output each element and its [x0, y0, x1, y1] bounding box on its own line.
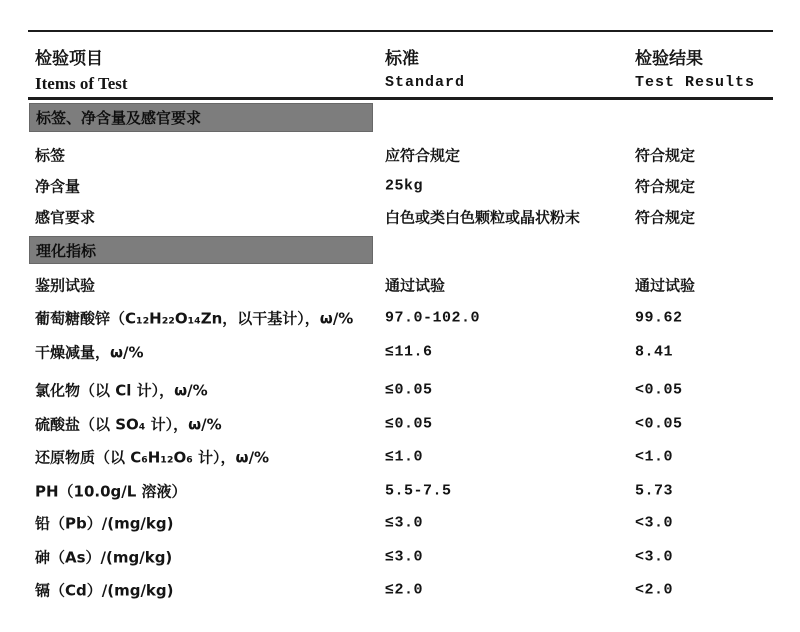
section-banner-physicochemical — [29, 236, 373, 264]
result-cell: 8.41 — [635, 343, 674, 361]
column-header-standard-zh: 标准 — [385, 49, 419, 69]
table-row-cadmium — [0, 574, 800, 606]
column-header-standard-en: Standard — [385, 74, 466, 91]
table-row-lead — [0, 507, 800, 539]
table-row-arsenic — [0, 541, 800, 573]
result-cell: <0.05 — [635, 415, 683, 433]
table-row-chloride — [0, 374, 800, 406]
column-header-results-en: Test Results — [635, 74, 756, 91]
standard-cell: ≤0.05 — [385, 415, 433, 433]
column-header-items-zh: 检验项目 — [35, 49, 103, 69]
table-header-chinese — [0, 44, 800, 68]
item-cell: 干燥减量，ω/% — [35, 343, 144, 362]
table-row-label — [0, 139, 800, 171]
result-cell: <3.0 — [635, 548, 674, 566]
column-header-results-zh: 检验结果 — [635, 49, 703, 69]
table-row-loss-on-drying — [0, 336, 800, 368]
standard-cell: 25kg — [385, 177, 424, 195]
standard-cell: 5.5-7.5 — [385, 482, 452, 500]
top-divider — [28, 30, 773, 32]
standard-cell: ≤3.0 — [385, 514, 424, 532]
standard-cell: 97.0-102.0 — [385, 309, 481, 327]
item-cell: 还原物质（以 C₆H₁₂O₆ 计），ω/% — [35, 448, 270, 467]
column-header-items-en: Items of Test — [35, 74, 128, 93]
table-row-net-content — [0, 170, 800, 202]
table-row-reducing-substances — [0, 441, 800, 473]
result-cell: 99.62 — [635, 309, 683, 327]
result-cell: 符合规定 — [635, 146, 696, 165]
item-cell: 葡萄糖酸锌（C₁₂H₂₂O₁₄Zn，以干基计），ω/% — [35, 309, 354, 328]
table-row-identification — [0, 269, 800, 301]
table-row-ph — [0, 475, 800, 507]
standard-cell: ≤1.0 — [385, 448, 424, 466]
result-cell: <0.05 — [635, 381, 683, 399]
item-cell: 感官要求 — [35, 208, 96, 227]
item-cell: PH（10.0g/L 溶液） — [35, 482, 187, 501]
table-header-english — [0, 74, 800, 96]
header-divider — [28, 97, 773, 100]
section-title: 理化指标 — [36, 241, 97, 260]
item-cell: 硫酸盐（以 SO₄ 计），ω/% — [35, 415, 222, 434]
table-row-zinc-gluconate — [0, 302, 800, 334]
result-cell: 通过试验 — [635, 276, 696, 295]
result-cell: <2.0 — [635, 581, 674, 599]
table-row-sensory — [0, 201, 800, 233]
item-cell: 标签 — [35, 146, 66, 165]
result-cell: <1.0 — [635, 448, 674, 466]
standard-cell: ≤0.05 — [385, 381, 433, 399]
standard-cell: ≤11.6 — [385, 343, 433, 361]
standard-cell: ≤2.0 — [385, 581, 424, 599]
standard-cell: 通过试验 — [385, 276, 446, 295]
result-cell: 符合规定 — [635, 208, 696, 227]
item-cell: 砷（As）/(mg/kg) — [35, 548, 173, 567]
item-cell: 氯化物（以 Cl 计），ω/% — [35, 381, 208, 400]
standard-cell: 白色或类白色颗粒或晶状粉末 — [385, 208, 581, 227]
standard-cell: 应符合规定 — [385, 146, 461, 165]
item-cell: 铅（Pb）/(mg/kg) — [35, 514, 174, 533]
result-cell: <3.0 — [635, 514, 674, 532]
table-row-sulfate — [0, 408, 800, 440]
item-cell: 镉（Cd）/(mg/kg) — [35, 581, 174, 600]
result-cell: 5.73 — [635, 482, 674, 500]
section-banner-label-net-sensory — [29, 103, 373, 132]
standard-cell: ≤3.0 — [385, 548, 424, 566]
section-title: 标签、净含量及感官要求 — [36, 109, 202, 127]
item-cell: 净含量 — [35, 177, 81, 196]
item-cell: 鉴别试验 — [35, 276, 96, 295]
result-cell: 符合规定 — [635, 177, 696, 196]
